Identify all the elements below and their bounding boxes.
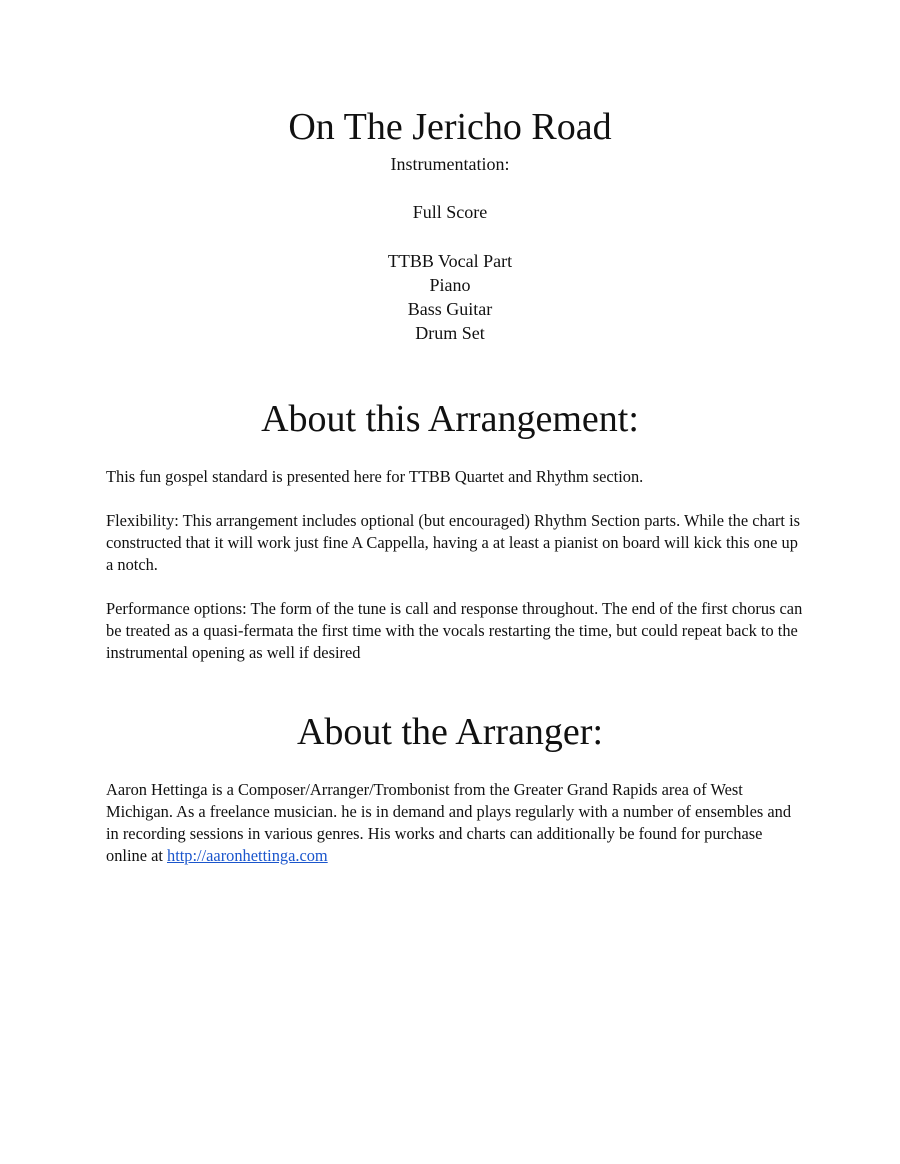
arrangement-intro-paragraph: This fun gospel standard is presented here for TTBB Quartet and Rhythm section. <box>106 467 644 486</box>
about-arrangement-heading: About this Arrangement: <box>261 398 639 440</box>
instrumentation-list <box>0 152 900 346</box>
part-item-drum-set: Drum Set <box>415 323 485 344</box>
part-item-piano: Piano <box>429 274 471 295</box>
arranger-bio-paragraph <box>106 779 806 867</box>
instrumentation-label: Instrumentation: <box>390 154 510 174</box>
part-item-vocal: TTBB Vocal Part <box>387 250 513 271</box>
spacer <box>0 176 900 200</box>
spacer <box>0 225 900 249</box>
performance-options-paragraph: Performance options: The form of the tune is call and response throughout. The end of the first chorus can be treated as a quasi-fermata the first time with the vocals restarting the time, but could repeat back to the instrumental opening as well if desired <box>106 599 803 662</box>
arranger-bio-text: Aaron Hettinga is a Composer/Arranger/Trombonist from the Greater Grand Rapids area of West Michigan. As a freelance musician. he is in demand and plays regularly with a number of ensembles and in recording sessions in various genres. His works and charts can additionally be found for purchase online at <box>106 780 792 865</box>
about-arranger-heading: About the Arranger: <box>296 711 604 753</box>
arranger-website-link[interactable]: http://aaronhettinga.com <box>167 846 328 865</box>
full-score-item: Full Score <box>412 202 488 223</box>
page-title: On The Jericho Road <box>288 106 612 148</box>
flexibility-paragraph: Flexibility: This arrangement includes optional (but encouraged) Rhythm Section parts. While the chart is constructed that it will work just fine A Cappella, having a at least a pianist on board will kick this one up a notch. <box>106 511 801 574</box>
part-item-bass-guitar: Bass Guitar <box>407 299 493 320</box>
